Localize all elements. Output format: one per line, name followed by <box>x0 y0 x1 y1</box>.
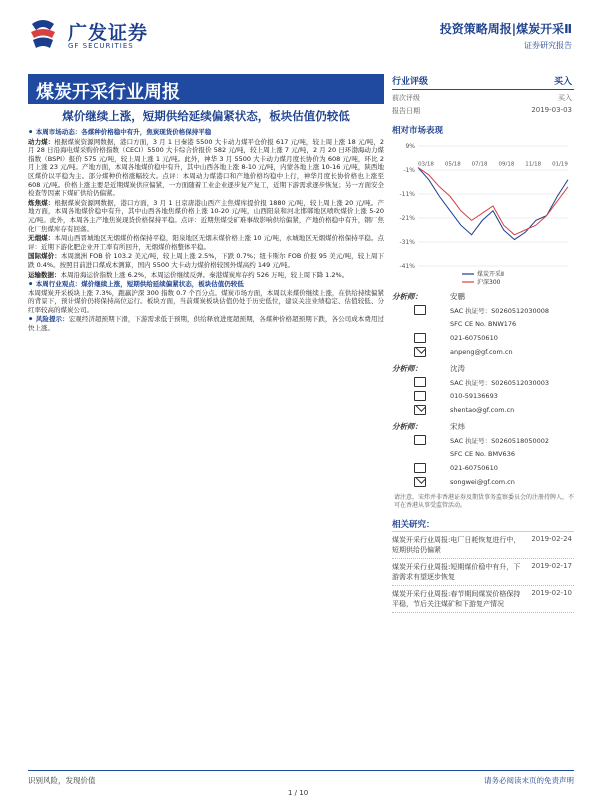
footer-disclaimer: 请务必阅读末页的免责声明 <box>484 776 574 785</box>
analyst-role: 分析师： <box>392 422 422 431</box>
body-paragraph <box>28 128 384 137</box>
analyst-role: 分析师： <box>392 364 422 373</box>
phone-icon <box>414 391 426 401</box>
report-subtype: 证券研究报告 <box>524 41 572 50</box>
email-icon <box>414 405 426 415</box>
body-paragraph <box>28 271 384 280</box>
email-icon <box>414 477 426 487</box>
y-tick-label: -21% <box>399 215 415 222</box>
related-research-item[interactable] <box>392 586 574 613</box>
paragraph-heading: ⚫ 本周行业观点：煤价继续上涨，短期供给延续偏紧状态，板块估值仍较低 <box>28 280 244 289</box>
previous-rating-label: 前次评级 <box>392 94 420 102</box>
body-paragraph <box>28 234 384 251</box>
page-header <box>0 0 600 70</box>
analyst-sac: SAC 执证号：S0260518050002 <box>392 434 574 448</box>
related-research-title: 相关研究： <box>392 518 574 532</box>
analyst-name: 安鹏 <box>450 292 465 301</box>
x-tick-label: 03/18 <box>418 161 434 168</box>
previous-rating-row <box>392 90 574 103</box>
body-paragraph <box>28 138 384 198</box>
analyst-sfc: SFC CE No. BMV636 <box>450 450 515 458</box>
paragraph-text: 本周澳洲 FOB 价 103.2 美元/吨，较上周上涨 2.5%，下跌 0.7%；纽卡斯尔 FOB 价报 95 美元/吨，较上周下跌 0.4%。按照目前进口煤成本测算，国内 5500 大卡动力煤价格较国外煤高约 149 元/吨。 <box>28 252 384 269</box>
email-icon <box>414 347 426 357</box>
paragraph-heading: 国际煤价： <box>28 252 61 261</box>
related-research-link[interactable]: 煤炭开采行业周报:春节期间煤炭价格保持平稳，节后关注煤矿和下游复产情况 <box>392 590 521 608</box>
legend-label: 沪深300 <box>477 279 501 286</box>
analyst-row <box>392 360 574 376</box>
sidebar <box>392 74 574 613</box>
report-date-value: 2019-03-03 <box>531 106 572 114</box>
report-date-row <box>392 103 574 116</box>
paragraph-heading: 动力煤： <box>28 137 55 146</box>
title-bar <box>28 74 384 104</box>
rating-header <box>392 74 574 90</box>
paragraph-heading: 运输数据： <box>28 270 61 279</box>
analyst-sac: SAC 执证号：S0260512030008 <box>392 304 574 318</box>
phone-icon <box>414 333 426 343</box>
y-tick-label: -41% <box>399 263 415 270</box>
body-paragraph <box>28 315 384 332</box>
logo-chinese-name: 广发证券 <box>68 22 149 44</box>
id-card-icon <box>414 435 426 445</box>
related-research-date: 2019-02-17 <box>531 562 572 570</box>
body-paragraph <box>28 280 384 314</box>
x-tick-label: 05/18 <box>444 161 461 168</box>
report-date-label: 报告日期 <box>392 107 420 115</box>
footer-slogan: 识别风险，发现价值 <box>28 776 96 785</box>
analyst-email[interactable]: anpeng@gf.com.cn <box>392 346 574 360</box>
paragraph-heading: 无烟煤： <box>28 234 55 243</box>
paragraph-heading: 炼焦煤： <box>28 198 55 207</box>
id-card-icon <box>414 305 426 315</box>
performance-chart-svg <box>392 138 574 288</box>
gf-logo-icon <box>28 18 58 52</box>
analyst-email[interactable]: shentao@gf.com.cn <box>392 404 574 418</box>
previous-rating-value: 买入 <box>558 94 572 102</box>
analyst-name: 沈涛 <box>450 364 465 373</box>
paragraph-heading: ⚫ 本周市场动态：各煤种价格稳中有升，焦炭现货价格保持平稳 <box>28 128 212 136</box>
relative-performance-chart <box>392 138 574 288</box>
x-tick-label: 01/19 <box>552 161 568 168</box>
related-research-link[interactable]: 煤炭开采行业周报:电厂日耗恢复进行中，短期供给仍偏紧 <box>392 536 521 554</box>
related-research-item[interactable] <box>392 532 574 559</box>
series-line <box>418 168 568 240</box>
report-subtitle: 煤价继续上涨，短期供给延续偏紧状态，板块估值仍较低 <box>62 109 350 123</box>
page-footer <box>28 770 574 800</box>
analyst-name: 宋炜 <box>450 422 465 431</box>
y-tick-label: 9% <box>405 143 415 150</box>
analyst-role: 分析师： <box>392 292 422 301</box>
logo-english-name: GF SECURITIES <box>68 42 134 50</box>
analyst-row <box>392 418 574 434</box>
legend-label: 煤炭开采Ⅱ <box>477 271 504 278</box>
x-tick-label: 11/18 <box>525 161 542 168</box>
related-research-item[interactable] <box>392 559 574 586</box>
x-tick-label: 09/18 <box>498 161 515 168</box>
report-body <box>28 128 384 748</box>
body-paragraph <box>28 252 384 269</box>
id-card-icon <box>414 377 426 387</box>
rating-label: 行业评级 <box>392 77 429 87</box>
paragraph-text: 本周煤炭开采板块上涨 7.3%，跑赢沪深 300 指数 0.7 个百分点。煤炭市场方面，本周以来煤价继续上涨，在供给持续偏紧的背景下，预计煤价仍将保持高位运行。板块方面，当前煤炭板块估值仍处于历史低位，建议关注业绩稳定、估值较低、分红率较高的煤炭公司。 <box>28 288 384 314</box>
paragraph-text: 根据煤炭资源网数据，港口方面，3 月 1 日京唐港山西产主焦煤库提价报 1880 元/吨，较上周上涨 20 元/吨。产地方面，本周各地煤价稳中有升，其中山西各地焦煤价格上涨 10-20 元/吨，山西阳泉和河北邯郸地区喷吹煤价上涨 5-20 元/吨。此外，本周各主产地焦炭现货价格保持平稳。点评：近期焦煤受矿难事故影响供给偏紧，产地价格稳中有升，钢厂焦化厂焦煤库存有回落。 <box>28 198 384 233</box>
gf-logo <box>28 18 178 60</box>
analyst-note: 请注意，宋炜并非香港证券及期货事务监察委员会的注册持牌人，不可在香港从事受监管活动。 <box>394 494 575 509</box>
y-tick-label: -1% <box>403 167 415 174</box>
analyst-sfc: SFC CE No. BNW176 <box>450 320 517 328</box>
analyst-sac: SAC 执证号：S0260512030003 <box>392 376 574 390</box>
series-line <box>418 168 568 235</box>
paragraph-text: 根据煤炭资源网数据，港口方面，3 月 1 日秦港 5500 大卡动力煤平仓价报 617 元/吨，较上周上涨 18 元/吨，2 月 28 日沿海电煤采购价格指数（CECI）5500 大卡综合价报价 582 元/吨，较上周上涨 7 元/吨，2 月 20 日环渤海动力煤指数（BSPI）报价 575 元/吨，较上周上涨 1 元/吨。此外，神华 3 月 5500 大卡动力煤月度长协价为 608 元/吨，环比 2 月上涨 23 元/吨。产地方面，本周各地煤价稳中有升，其中山西各地上涨 8-10 元/吨，内蒙各地上涨 10-16 元/吨，陕西地区煤价以平稳为主。部分煤种价格涨幅较大。点评：本周动力煤港口和产地价格均稳中上行，神华月度长协价格也上涨至 608 元/吨。价格上涨主要是近期煤炭供应偏紧，一方面随着工业企业逐步复产复工，近期下游需求逐步恢复；另一方面安全检查等因素下煤矿供给仍偏紧。 <box>28 137 384 198</box>
paragraph-text: 本周山西晋城地区无烟煤价格保持平稳，阳泉地区无烟末煤价格上涨 10 元/吨，永城地区无烟煤价格保持平稳。点评：近期下游化肥企业开工率有所回升，无烟煤价格整体平稳。 <box>28 234 384 251</box>
page-title: 煤炭开采行业周报 <box>36 82 180 103</box>
analyst-phone: 021-60750610 <box>392 332 574 346</box>
analyst-row <box>392 288 574 304</box>
paragraph-text: 本周沿海运价指数上涨 6.2%，本周运价继续反弹。秦港煤炭库存约 526 万吨，较上周下降 1.2%。 <box>60 270 349 279</box>
chart-title: 相对市场表现 <box>392 126 444 136</box>
analyst-email[interactable]: songwei@gf.com.cn <box>392 476 574 490</box>
body-paragraph <box>28 199 384 233</box>
related-research-date: 2019-02-10 <box>531 589 572 597</box>
x-tick-label: 07/18 <box>471 161 488 168</box>
paragraph-heading: ⚫ 风险提示： <box>28 315 69 324</box>
y-tick-label: -31% <box>399 239 415 246</box>
related-research-date: 2019-02-24 <box>531 535 572 543</box>
page-number: 1 / 10 <box>288 789 309 797</box>
paragraph-text: 宏观经济超预期下滑，下游需求低于预期，供给释放进度超预期，各煤种价格超预期下跌，各公司成本费用过快上涨。 <box>28 315 384 333</box>
analyst-block <box>392 288 574 490</box>
phone-icon <box>414 463 426 473</box>
related-research-link[interactable]: 煤炭开采行业周报:短期煤价稳中有升，下游需求有望逐步恢复 <box>392 563 521 581</box>
analyst-phone: 021-60750610 <box>392 462 574 476</box>
rating-value: 买入 <box>553 77 572 87</box>
y-tick-label: -11% <box>399 191 415 198</box>
report-type: 投资策略周报|煤炭开采Ⅱ <box>439 22 572 36</box>
analyst-phone: 010-59136693 <box>392 390 574 404</box>
